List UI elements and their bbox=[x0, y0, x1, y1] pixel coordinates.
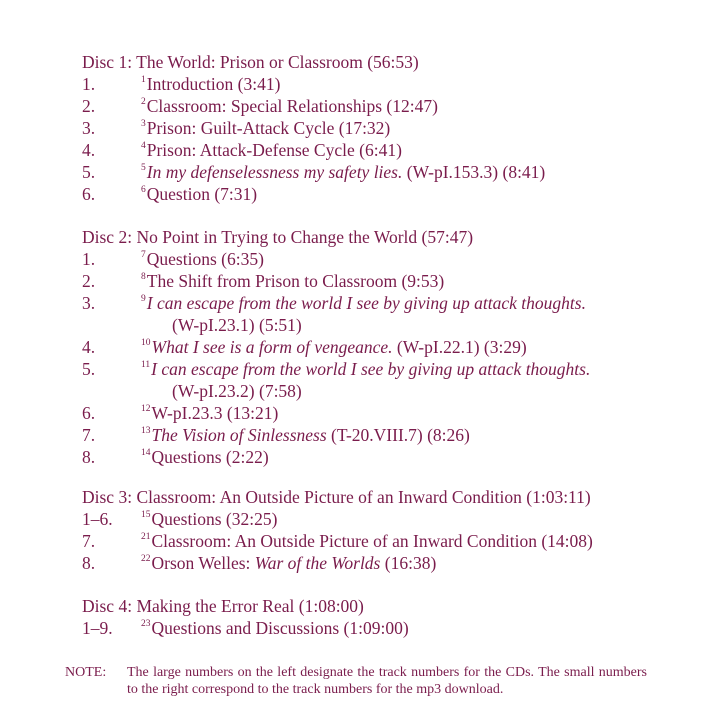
disc-4-section bbox=[82, 595, 702, 639]
track-item bbox=[82, 95, 702, 117]
track-title bbox=[141, 552, 436, 574]
disc-title: Disc 2: No Point in Trying to Change the World (57:47) bbox=[82, 227, 474, 247]
track-title bbox=[141, 358, 590, 380]
title-text: Questions (2:22) bbox=[151, 447, 269, 467]
footnote bbox=[65, 664, 665, 698]
track-row bbox=[82, 424, 702, 446]
track-item bbox=[82, 270, 702, 292]
mp3-track-number: 13 bbox=[141, 426, 151, 437]
track-row bbox=[82, 552, 702, 574]
mp3-track-number: 22 bbox=[141, 554, 151, 565]
track-title bbox=[141, 117, 390, 139]
cd-track-number: 6. bbox=[82, 184, 96, 204]
track-list bbox=[82, 73, 702, 205]
mp3-track-number: 4 bbox=[141, 141, 146, 152]
mp3-track-number: 5 bbox=[141, 163, 146, 174]
track-title-continuation: (W-pI.23.1) (5:51) bbox=[172, 315, 302, 335]
track-title bbox=[141, 530, 593, 552]
track-row bbox=[82, 95, 702, 117]
title-text: (W-pI.153.3) (8:41) bbox=[402, 162, 546, 182]
cd-track-number: 8. bbox=[82, 553, 96, 573]
track-title bbox=[141, 73, 280, 95]
cd-track-number: 4. bbox=[82, 337, 96, 357]
mp3-track-number: 3 bbox=[141, 119, 146, 130]
title-text: Introduction (3:41) bbox=[146, 74, 281, 94]
track-row bbox=[82, 336, 702, 358]
mp3-track-number: 7 bbox=[141, 250, 146, 261]
italic-title-text: War of the Worlds bbox=[254, 553, 381, 573]
track-title bbox=[141, 424, 470, 446]
track-title bbox=[141, 95, 438, 117]
cd-track-number: 7. bbox=[82, 531, 96, 551]
note-label: NOTE: bbox=[65, 665, 107, 680]
track-title bbox=[141, 270, 444, 292]
cd-track-number: 5. bbox=[82, 359, 96, 379]
track-title bbox=[141, 508, 277, 530]
track-title bbox=[141, 139, 402, 161]
track-title bbox=[141, 336, 527, 358]
title-text: Question (7:31) bbox=[146, 184, 258, 204]
title-text: (16:38) bbox=[380, 553, 437, 573]
track-row bbox=[82, 617, 702, 639]
mp3-track-number: 12 bbox=[141, 404, 151, 415]
title-text: Orson Welles: bbox=[151, 553, 255, 573]
title-text: Questions (6:35) bbox=[146, 249, 264, 269]
note-text: The large numbers on the left designate the track numbers for the CDs. The small numbers to the right correspond to the track numbers for the mp3 download. bbox=[127, 665, 647, 697]
italic-title-text: I can escape from the world I see by giving up attack thoughts. bbox=[146, 293, 586, 313]
track-item bbox=[82, 617, 702, 639]
disc-title: Disc 4: Making the Error Real (1:08:00) bbox=[82, 596, 364, 616]
track-item bbox=[82, 248, 702, 270]
mp3-track-number: 21 bbox=[141, 532, 151, 543]
track-title bbox=[141, 183, 257, 205]
track-title bbox=[141, 446, 269, 468]
mp3-track-number: 2 bbox=[141, 97, 146, 108]
mp3-track-number: 6 bbox=[141, 185, 146, 196]
track-row bbox=[82, 292, 702, 314]
track-row bbox=[82, 73, 702, 95]
title-text: W-pI.23.3 (13:21) bbox=[151, 403, 279, 423]
track-item bbox=[82, 424, 702, 446]
track-row bbox=[82, 117, 702, 139]
track-title bbox=[141, 617, 409, 639]
mp3-track-number: 1 bbox=[141, 75, 146, 86]
track-item bbox=[82, 336, 702, 358]
italic-title-text: What I see is a form of vengeance. bbox=[151, 337, 393, 357]
cd-track-number: 7. bbox=[82, 425, 96, 445]
mp3-track-number: 15 bbox=[141, 510, 151, 521]
track-item bbox=[82, 117, 702, 139]
track-list bbox=[82, 617, 702, 639]
track-item bbox=[82, 446, 702, 468]
cd-track-number: 6. bbox=[82, 403, 96, 423]
track-item bbox=[82, 292, 702, 336]
disc-2-section bbox=[82, 226, 702, 468]
track-row bbox=[82, 530, 702, 552]
disc-1-section bbox=[82, 51, 702, 205]
track-row bbox=[82, 402, 702, 424]
track-item bbox=[82, 358, 702, 402]
mp3-track-number: 11 bbox=[141, 360, 151, 371]
cd-track-number: 5. bbox=[82, 162, 96, 182]
track-row bbox=[82, 508, 702, 530]
track-row bbox=[82, 248, 702, 270]
title-text: Questions (32:25) bbox=[151, 509, 278, 529]
mp3-track-number: 10 bbox=[141, 338, 151, 349]
cd-track-number: 4. bbox=[82, 140, 96, 160]
mp3-track-number: 9 bbox=[141, 294, 146, 305]
title-text: The Shift from Prison to Classroom (9:53) bbox=[146, 271, 445, 291]
track-row bbox=[82, 161, 702, 183]
track-item bbox=[82, 552, 702, 574]
track-item bbox=[82, 508, 702, 530]
title-text: Classroom: An Outside Picture of an Inward Condition (14:08) bbox=[151, 531, 593, 551]
track-item bbox=[82, 402, 702, 424]
disc-3-section bbox=[82, 486, 702, 574]
track-row bbox=[82, 358, 702, 380]
cd-track-number: 1. bbox=[82, 249, 96, 269]
mp3-track-number: 14 bbox=[141, 448, 151, 459]
track-item bbox=[82, 161, 702, 183]
italic-title-text: I can escape from the world I see by giving up attack thoughts. bbox=[151, 359, 591, 379]
track-row bbox=[82, 270, 702, 292]
track-title bbox=[141, 161, 545, 183]
title-text: Prison: Guilt-Attack Cycle (17:32) bbox=[146, 118, 391, 138]
track-row bbox=[82, 183, 702, 205]
track-list bbox=[82, 248, 702, 468]
cd-track-number: 3. bbox=[82, 118, 96, 138]
cd-track-number: 2. bbox=[82, 96, 96, 116]
cd-track-number: 1–9. bbox=[82, 618, 113, 638]
italic-title-text: The Vision of Sinlessness bbox=[151, 425, 327, 445]
mp3-track-number: 23 bbox=[141, 619, 151, 630]
title-text: Questions and Discussions (1:09:00) bbox=[151, 618, 409, 638]
track-item bbox=[82, 530, 702, 552]
title-text: (W-pI.22.1) (3:29) bbox=[392, 337, 527, 357]
title-text: Classroom: Special Relationships (12:47) bbox=[146, 96, 438, 116]
cd-track-number: 3. bbox=[82, 293, 96, 313]
track-row bbox=[82, 139, 702, 161]
track-title bbox=[141, 248, 264, 270]
cd-track-number: 1. bbox=[82, 74, 96, 94]
track-row bbox=[82, 446, 702, 468]
italic-title-text: In my defenselessness my safety lies. bbox=[146, 162, 403, 182]
title-text: Prison: Attack-Defense Cycle (6:41) bbox=[146, 140, 402, 160]
cd-track-number: 2. bbox=[82, 271, 96, 291]
track-item bbox=[82, 139, 702, 161]
disc-title: Disc 3: Classroom: An Outside Picture of an Inward Condition (1:03:11) bbox=[82, 487, 591, 507]
track-title bbox=[141, 292, 586, 314]
track-item bbox=[82, 183, 702, 205]
cd-track-number: 8. bbox=[82, 447, 96, 467]
track-title-continuation: (W-pI.23.2) (7:58) bbox=[172, 381, 302, 401]
disc-title: Disc 1: The World: Prison or Classroom (56:53) bbox=[82, 52, 419, 72]
track-item bbox=[82, 73, 702, 95]
mp3-track-number: 8 bbox=[141, 272, 146, 283]
track-list bbox=[82, 508, 702, 574]
title-text: (T-20.VIII.7) (8:26) bbox=[326, 425, 470, 445]
cd-track-number: 1–6. bbox=[82, 509, 113, 529]
track-title bbox=[141, 402, 278, 424]
